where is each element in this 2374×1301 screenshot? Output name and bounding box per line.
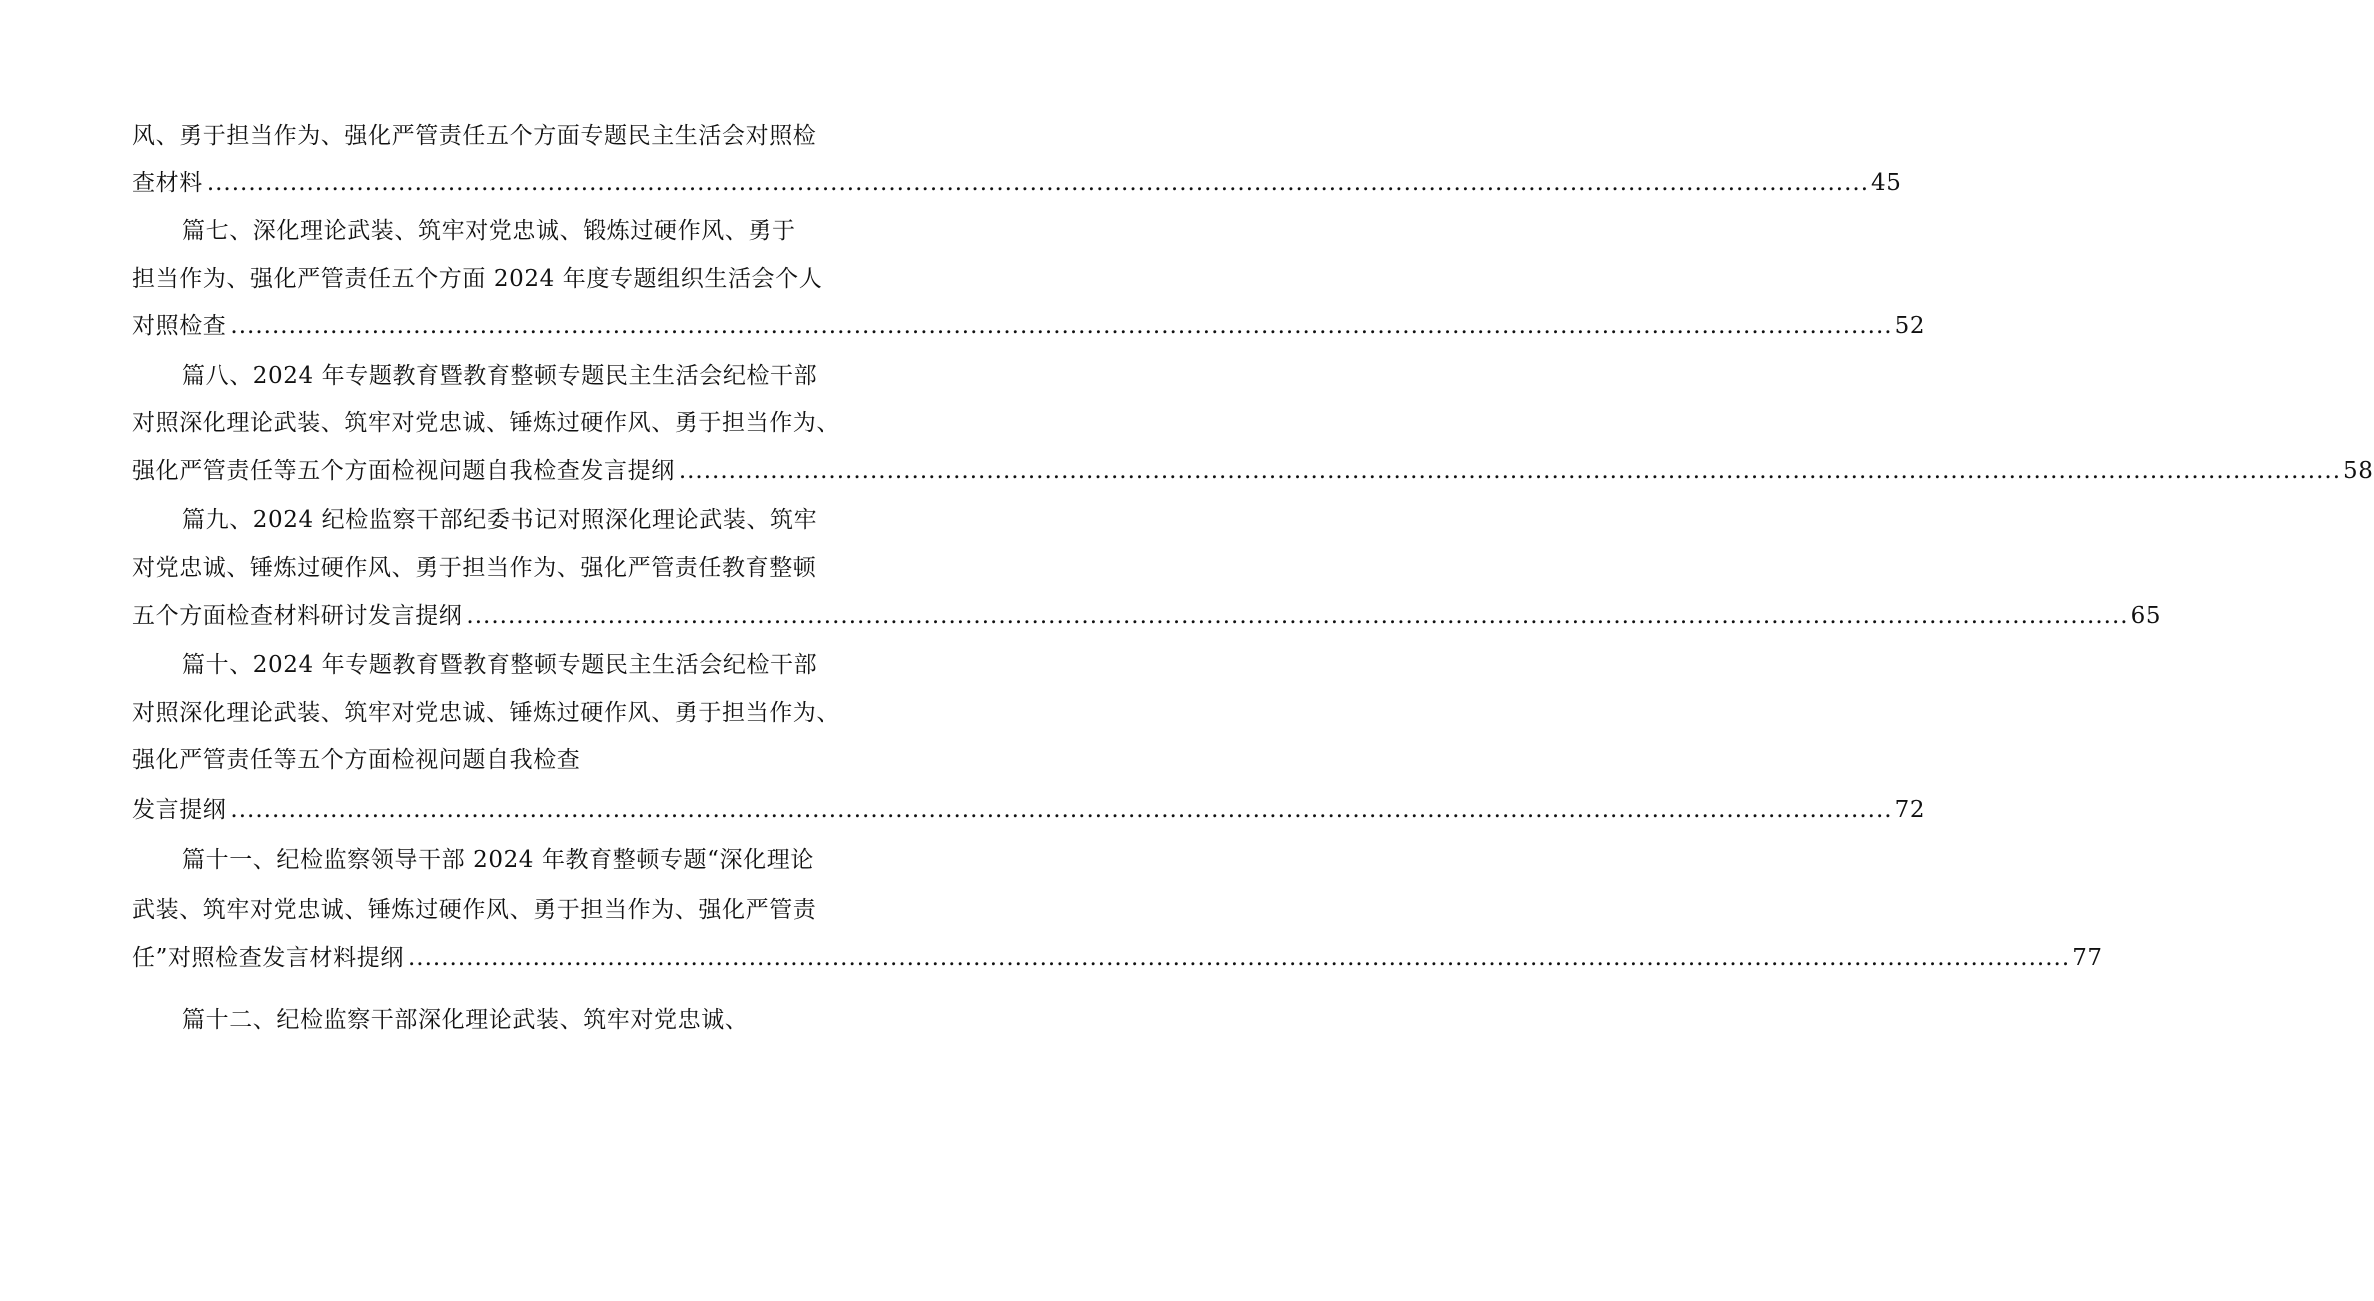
toc-entry-text-line: 篇十一、纪检监察领导干部 2024 年教育整顿专题“深化理论 <box>182 847 814 873</box>
toc-leader-dots: ........................................................................................................................................................................................................ <box>466 603 2129 629</box>
toc-entry-title-tail: 查材料 <box>132 170 203 196</box>
toc-page-number: 65 <box>2130 603 2162 629</box>
toc-entry-text-line: 篇十、2024 年专题教育暨教育整顿专题民主生活会纪检干部 <box>182 652 818 678</box>
toc-entry-title-tail: 五个方面检查材料研讨发言提纲 <box>132 603 463 629</box>
toc-entry-last-line <box>132 790 1926 830</box>
toc-leader-dots: ........................................................................................................................................................................................................ <box>407 945 2071 971</box>
toc-page-number: 77 <box>2072 945 2103 971</box>
toc-entry-text-line: 强化严管责任等五个方面检视问题自我检查 <box>132 747 581 773</box>
toc-entry-title-tail: 发言提纲 <box>132 797 227 823</box>
toc-entry-text-line: 对照深化理论武装、筑牢对党忠诚、锤炼过硬作风、勇于担当作为、 <box>132 700 840 726</box>
toc-leader-dots: ........................................................................................................................................................................................................ <box>230 313 1893 339</box>
toc-entry-text-line: 篇九、2024 纪检监察干部纪委书记对照深化理论武装、筑牢 <box>182 507 818 533</box>
toc-entry-title-tail: 对照检查 <box>132 313 227 339</box>
toc-entry-text-line: 武装、筑牢对党忠诚、锤炼过硬作风、勇于担当作为、强化严管责 <box>132 897 817 923</box>
toc-page-number: 45 <box>1871 170 1902 196</box>
toc-entry-text-line: 对党忠诚、锤炼过硬作风、勇于担当作为、强化严管责任教育整顿 <box>132 555 817 581</box>
toc-entry-last-line <box>132 451 2374 491</box>
toc-leader-dots: ........................................................................................................................................................................................................ <box>230 797 1893 823</box>
toc-entry-text-line: 篇八、2024 年专题教育暨教育整顿专题民主生活会纪检干部 <box>182 363 818 389</box>
toc-entry-title-tail: 任”对照检查发言材料提纲 <box>132 945 404 971</box>
toc-leader-dots: ........................................................................................................................................................................................................ <box>678 458 2342 484</box>
toc-entry-last-line <box>132 596 2162 636</box>
toc-page-number: 52 <box>1894 313 1926 339</box>
toc-entry-text-line: 担当作为、强化严管责任五个方面 2024 年度专题组织生活会个人 <box>132 266 823 292</box>
toc-page-number: 58 <box>2343 458 2374 484</box>
toc-entry-text-line: 对照深化理论武装、筑牢对党忠诚、锤炼过硬作风、勇于担当作为、 <box>132 410 840 436</box>
toc-leader-dots: ........................................................................................................................................................................................................ <box>206 170 1870 196</box>
toc-entry-last-line <box>132 306 1926 346</box>
toc-entry-title-tail: 强化严管责任等五个方面检视问题自我检查发言提纲 <box>132 458 675 484</box>
toc-entry-text-line: 风、勇于担当作为、强化严管责任五个方面专题民主生活会对照检 <box>132 123 817 149</box>
toc-entry-last-line <box>132 938 2103 978</box>
toc-entry-text-line: 篇十二、纪检监察干部深化理论武装、筑牢对党忠诚、 <box>182 1007 749 1033</box>
toc-entry-text-line: 篇七、深化理论武装、筑牢对党忠诚、锻炼过硬作风、勇于 <box>182 218 796 244</box>
toc-entry-last-line <box>132 163 1902 203</box>
toc-page-number: 72 <box>1894 797 1926 823</box>
